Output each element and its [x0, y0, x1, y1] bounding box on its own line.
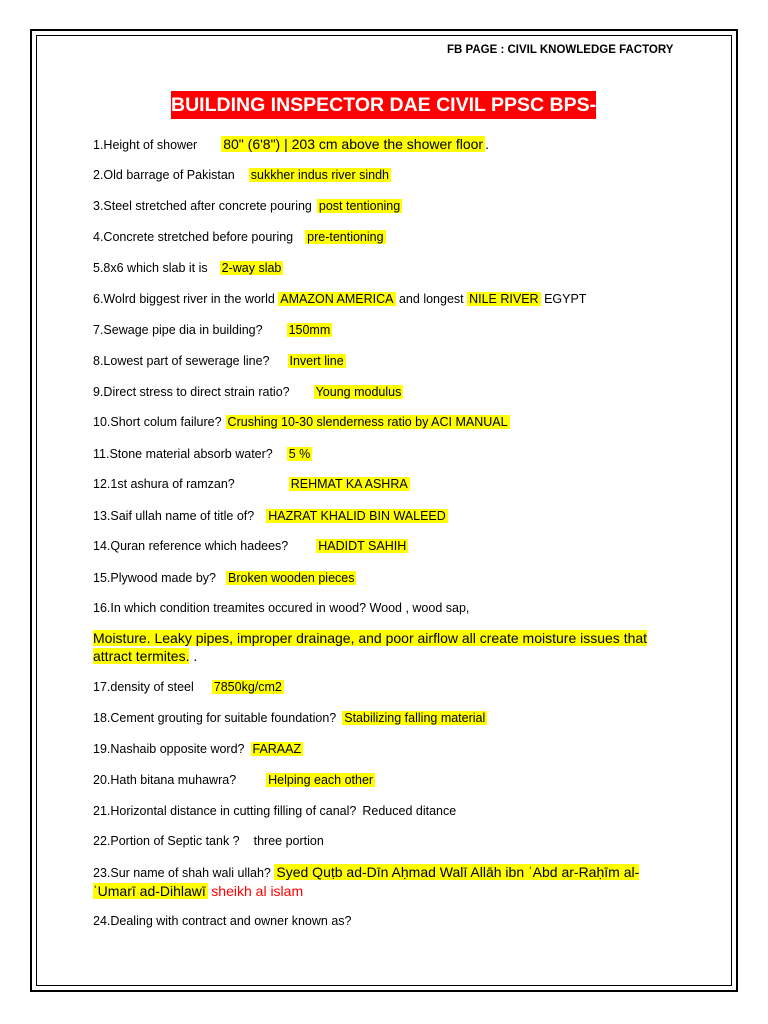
answer: REHMAT KA ASHRA — [290, 477, 408, 491]
answer: pre-tentioning — [307, 230, 384, 244]
question-text: 11.Stone material absorb water? — [93, 447, 273, 461]
answer: Reduced ditance — [362, 804, 457, 818]
question-text: 5.8x6 which slab it is — [93, 261, 208, 275]
question-text: 15.Plywood made by? — [93, 571, 216, 585]
fb-page-label: FB PAGE : CIVIL KNOWLEDGE FACTORY — [447, 44, 674, 56]
question-11 — [93, 446, 312, 462]
question-5 — [93, 260, 283, 276]
question-text: 22.Portion of Septic tank ? — [93, 834, 240, 848]
question-17 — [93, 679, 284, 695]
question-text: 10.Short colum failure? — [93, 415, 222, 429]
answer: Syed Quṭb ad-Dīn Aḥmad Walī Allāh ibn ʿAbd ar-Raḥīm al-ʿUmarī ad-Dihlawī — [93, 864, 640, 899]
answer: HADIDT SAHIH — [318, 539, 407, 553]
question-22 — [93, 833, 324, 849]
question-text: 24.Dealing with contract and owner known as? — [93, 914, 352, 928]
answer: Crushing 10-30 slenderness ratio by ACI MANUAL — [227, 415, 508, 429]
answer: AMAZON AMERICA — [280, 292, 394, 306]
answer: FARAAZ — [252, 742, 302, 756]
question-13 — [93, 508, 448, 524]
question-20 — [93, 772, 375, 788]
question-9 — [93, 384, 403, 400]
question-text: 16.In which condition treamites occured in wood? Wood , wood sap, — [93, 601, 470, 615]
question-23 — [93, 863, 673, 901]
page-title: BUILDING INSPECTOR DAE CIVIL PPSC BPS-14 — [171, 91, 596, 119]
question-2 — [93, 167, 391, 183]
answer: three portion — [253, 834, 324, 848]
question-1 — [93, 136, 489, 153]
answer-2: NILE RIVER — [469, 292, 539, 306]
answer: post tentioning — [318, 199, 401, 213]
answer: HAZRAT KHALID BIN WALEED — [268, 509, 446, 523]
question-8 — [93, 353, 346, 369]
question-10 — [93, 414, 510, 430]
question-15 — [93, 570, 356, 586]
answer: Moisture. Leaky pipes, improper drainage, and poor airflow all create moisture issues that attract termites. — [93, 630, 648, 664]
answer: Helping each other — [268, 773, 374, 787]
question-text: 2.Old barrage of Pakistan — [93, 168, 235, 182]
answer: 80" (6'8") | 203 cm above the shower floor — [223, 136, 484, 152]
question-text: 12.1st ashura of ramzan? — [93, 477, 235, 491]
question-text: 9.Direct stress to direct strain ratio? — [93, 385, 290, 399]
question-text: 6.Wolrd biggest river in the world — [93, 292, 275, 306]
answer: Stabilizing falling material — [344, 711, 486, 725]
answer-connector: and longest — [398, 292, 464, 306]
question-text: 18.Cement grouting for suitable foundation? — [93, 711, 337, 725]
answer: 2-way slab — [221, 261, 282, 275]
question-text: 3.Steel stretched after concrete pouring — [93, 199, 312, 213]
answer: Young modulus — [315, 385, 402, 399]
answer: 7850kg/cm2 — [213, 680, 282, 694]
question-text: 21.Horizontal distance in cutting filling of canal? — [93, 804, 357, 818]
question-text: 4.Concrete stretched before pouring — [93, 230, 294, 244]
question-text: 1.Height of shower — [93, 138, 198, 152]
answer: Broken wooden pieces — [228, 571, 355, 585]
question-14 — [93, 538, 408, 554]
question-text: 17.density of steel — [93, 680, 194, 694]
question-text: 13.Saif ullah name of title of? — [93, 509, 255, 523]
question-3 — [93, 198, 402, 214]
question-text: 8.Lowest part of sewerage line? — [93, 354, 270, 368]
question-text: 23.Sur name of shah wali ullah? — [93, 866, 271, 880]
question-7 — [93, 322, 332, 338]
answer-tail: EGYPT — [544, 292, 587, 306]
question-24 — [93, 913, 351, 929]
question-text: 7.Sewage pipe dia in building? — [93, 323, 263, 337]
question-19 — [93, 741, 303, 757]
question-text: 20.Hath bitana muhawra? — [93, 773, 237, 787]
answer: 5 % — [288, 447, 311, 461]
question-21 — [93, 803, 456, 819]
answer-2: sheikh al islam — [211, 883, 304, 899]
answer: 150mm — [288, 323, 331, 337]
question-6 — [93, 291, 586, 307]
answer: sukkher indus river sindh — [250, 168, 390, 182]
question-16 — [93, 600, 469, 616]
answer-suffix: . — [193, 648, 198, 664]
question-18 — [93, 710, 487, 726]
question-16-answer — [93, 629, 673, 665]
question-12 — [93, 476, 410, 492]
question-4 — [93, 229, 386, 245]
question-text: 14.Quran reference which hadees? — [93, 539, 289, 553]
answer: Invert line — [289, 354, 344, 368]
answer-suffix: . — [485, 136, 489, 152]
question-text: 19.Nashaib opposite word? — [93, 742, 245, 756]
